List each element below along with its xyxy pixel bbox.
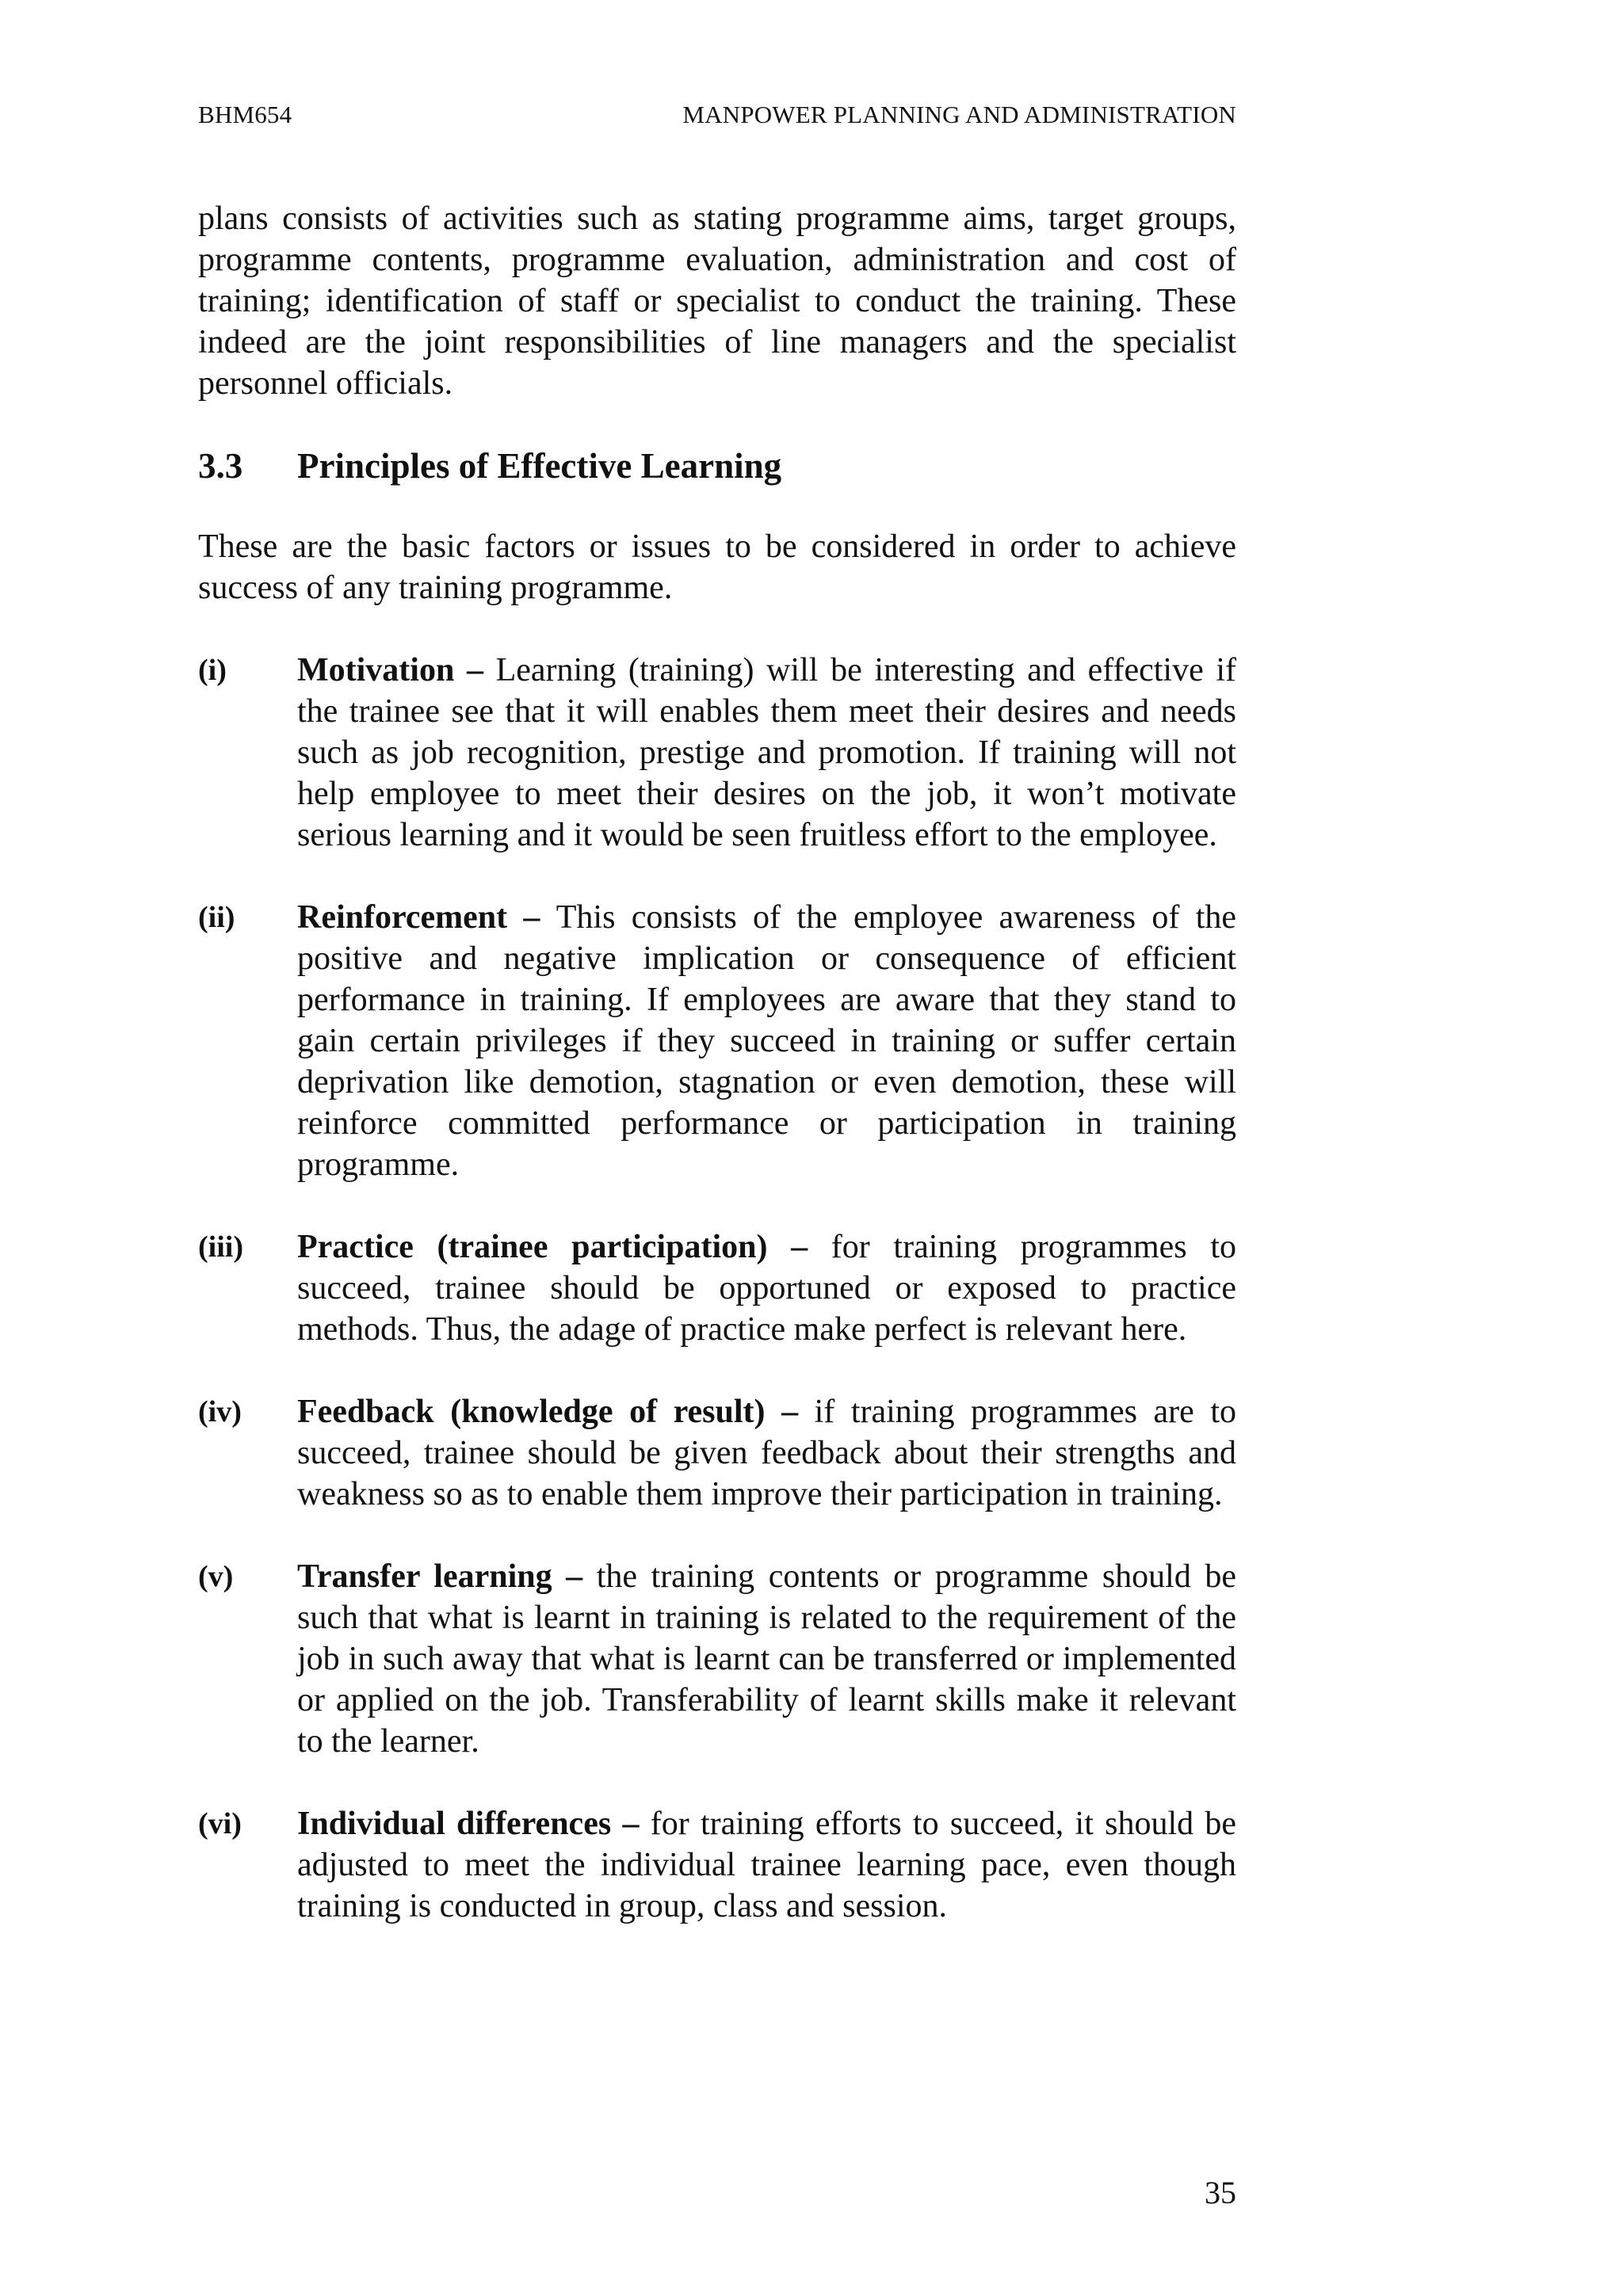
item-body (297, 1556, 1236, 1762)
item-numeral: (iii) (198, 1230, 243, 1264)
item-term-text: Motivation (297, 652, 455, 688)
item-body (297, 650, 1236, 856)
item-term (297, 899, 556, 936)
item-numeral: (i) (198, 654, 227, 687)
section-title: Principles of Effective Learning (297, 446, 782, 486)
item-text: if training programmes are to succeed, trainee should be given feedback about their strengths and weakness so as to enable them improve their participation in training. (297, 1394, 1237, 1512)
item-text: for training efforts to succeed, it should be adjusted to meet the individual trainee learning pace, even though training is conducted in group, class and session. (297, 1806, 1237, 1924)
running-header (198, 99, 1236, 131)
page-content (198, 198, 1236, 1927)
item-body (297, 1803, 1236, 1927)
principle-item (198, 1556, 1236, 1762)
item-numeral: (v) (198, 1560, 234, 1593)
principle-item (198, 650, 1236, 856)
lead-paragraph: These are the basic factors or issues to be considered in order to achieve success of any training programme. (198, 528, 1236, 606)
section-number: 3.3 (198, 446, 243, 486)
item-text: the training contents or programme should be such that what is learnt in training is related to the requirement of the job in such away that what is learnt can be transferred or implemented or applied on the job. Transferability of learnt skills make it relevant to the learner. (297, 1558, 1237, 1760)
item-term-text: Transfer learning (297, 1558, 552, 1595)
course-title: MANPOWER PLANNING AND ADMINISTRATION (682, 101, 1236, 128)
item-text: This consists of the employee awareness of the positive and negative implication or consequence of efficient performance in training. If employees are aware that they stand to gain certain privileges if they succeed in training or suffer certain deprivation like demotion, stagnation or even demotion, these will reinforce committed performance or participation in training programme. (297, 899, 1237, 1183)
item-term-text: Individual differences (297, 1806, 612, 1842)
item-term-text: Reinforcement (297, 899, 508, 936)
principle-item (198, 897, 1236, 1185)
item-separator: – (454, 652, 496, 688)
intro-paragraph: plans consists of activities such as stating programme aims, target groups, programme contents, programme evaluation, administration and cost of training; identification of staff or specialist to conduct the training. These indeed are the joint responsibilities of line managers and the specialist personnel officials. (198, 200, 1236, 402)
principle-item (198, 1226, 1236, 1350)
page-number: 35 (1205, 2175, 1236, 2210)
course-code: BHM654 (198, 101, 292, 128)
item-separator: – (611, 1806, 651, 1842)
item-text: for training programmes to succeed, trainee should be opportuned or exposed to practice methods. Thus, the adage of practice make perfect is relevant here. (297, 1229, 1236, 1348)
item-body (297, 1391, 1236, 1515)
item-term-text: Feedback (knowledge of result) (297, 1394, 766, 1430)
item-numeral: (vi) (198, 1807, 242, 1840)
item-body (297, 1226, 1236, 1350)
item-separator: – (767, 1229, 831, 1265)
item-separator: – (552, 1558, 597, 1595)
item-term (297, 1229, 831, 1265)
item-numeral: (iv) (198, 1395, 242, 1428)
item-numeral: (ii) (198, 901, 235, 934)
section-heading (198, 444, 1236, 488)
item-term (297, 1394, 815, 1430)
item-term (297, 652, 496, 688)
item-separator: – (765, 1394, 815, 1430)
item-term (297, 1558, 597, 1595)
principle-item (198, 1391, 1236, 1515)
item-separator: – (507, 899, 556, 936)
item-term-text: Practice (trainee participation) (297, 1229, 768, 1265)
item-body (297, 897, 1236, 1185)
item-text: Learning (training) will be interesting and effective if the trainee see that it will enables them meet their desires and needs such as job recognition, prestige and promotion. If training will not help employee to meet their desires on the job, it won’t motivate serious learning and it would be seen fruitless effort to the employee. (297, 652, 1237, 853)
item-term (297, 1806, 651, 1842)
principles-list (198, 650, 1236, 1927)
principle-item (198, 1803, 1236, 1927)
